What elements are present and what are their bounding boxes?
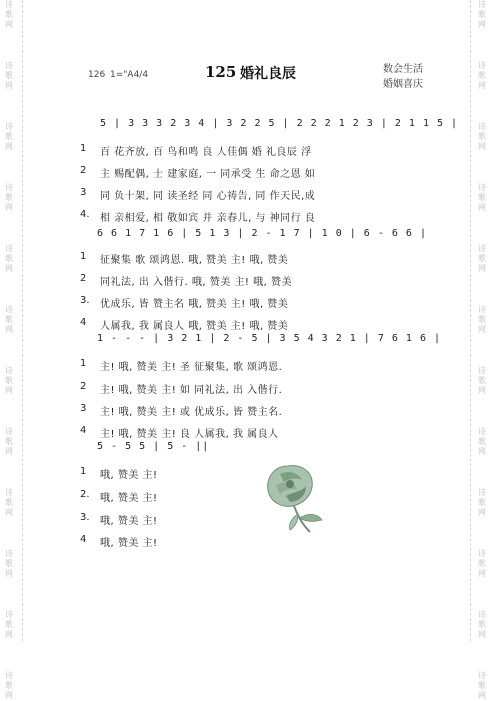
left-edge-line <box>22 0 23 641</box>
watermark-group <box>475 488 489 518</box>
watermark-group <box>475 366 489 396</box>
watermark-char: 歌 <box>5 71 13 80</box>
lyric-text: 同礼法, 出 入偕行. 哦, 赞美 主! 哦, 赞美 <box>100 277 292 288</box>
watermark-group <box>475 244 489 274</box>
verse-number: 2. <box>80 489 90 500</box>
verse-number: 3. <box>80 512 90 523</box>
watermark-group <box>2 610 16 640</box>
watermark-char: 网 <box>5 630 13 639</box>
verse-number: 3. <box>80 295 90 306</box>
watermark-char: 诗 <box>478 122 486 131</box>
watermark-char: 网 <box>478 691 486 700</box>
watermark-char: 诗 <box>5 610 13 619</box>
watermark-char: 诗 <box>478 549 486 558</box>
watermark-group <box>2 122 16 152</box>
watermark-char: 诗 <box>5 183 13 192</box>
watermark-char: 网 <box>478 20 486 29</box>
watermark-group <box>475 610 489 640</box>
watermark-group <box>2 244 16 274</box>
watermark-char: 网 <box>478 569 486 578</box>
lyric-text: 主! 哦, 赞美 主! 良 人属我, 我 属良人 <box>100 429 279 440</box>
watermark-group <box>475 305 489 335</box>
lyric-text: 百 花齐放, 百 鸟和鸣 良 人佳偶 婚 礼良辰 浮 <box>100 147 312 158</box>
verse-number: 4 <box>80 534 87 545</box>
watermark-char: 歌 <box>478 10 486 19</box>
watermark-char: 歌 <box>478 498 486 507</box>
watermark-char: 网 <box>5 20 13 29</box>
watermark-char: 歌 <box>5 620 13 629</box>
watermark-char: 网 <box>5 264 13 273</box>
verse-number: 1 <box>80 143 87 154</box>
credit-line-2: 婚姻喜庆 <box>383 79 423 90</box>
watermark-group <box>475 122 489 152</box>
verse-number: 1 <box>80 251 87 262</box>
lyric-text: 主 赐配偶, 士 建家庭, 一 同承受 生 命之恩 如 <box>100 169 316 180</box>
watermark-char: 网 <box>478 386 486 395</box>
watermark-group <box>475 183 489 213</box>
watermark-group <box>2 61 16 91</box>
watermark-char: 诗 <box>478 244 486 253</box>
lyric-text: 主! 哦, 赞美 主! 如 同礼法, 出 入偕行. <box>100 385 283 396</box>
watermark-char: 网 <box>478 142 486 151</box>
verse-number: 2 <box>80 165 87 176</box>
watermark-char: 诗 <box>478 61 486 70</box>
watermark-char: 歌 <box>478 681 486 690</box>
verse-number: 4. <box>80 209 90 220</box>
watermark-group <box>475 549 489 579</box>
watermark-char: 诗 <box>5 549 13 558</box>
lyric-text: 主! 哦, 赞美 主! 或 优成乐, 皆 赞主名. <box>100 407 283 418</box>
watermark-char: 网 <box>5 386 13 395</box>
watermark-group <box>2 427 16 457</box>
watermark-char: 歌 <box>5 193 13 202</box>
watermark-char: 歌 <box>478 559 486 568</box>
watermark-char: 网 <box>5 691 13 700</box>
watermark-char: 诗 <box>478 183 486 192</box>
watermark-group <box>2 488 16 518</box>
verse-number: 4 <box>80 425 87 436</box>
watermark-char: 网 <box>5 325 13 334</box>
watermark-group <box>2 366 16 396</box>
watermark-char: 诗 <box>5 122 13 131</box>
watermark-char: 歌 <box>5 498 13 507</box>
watermark-char: 歌 <box>5 315 13 324</box>
watermark-char: 歌 <box>5 10 13 19</box>
lyric-text: 哦, 赞美 主! <box>100 470 158 481</box>
watermark-char: 网 <box>478 81 486 90</box>
watermark-group <box>2 183 16 213</box>
hymn-number: 125 <box>205 63 237 81</box>
watermark-char: 网 <box>5 569 13 578</box>
watermark-char: 歌 <box>5 437 13 446</box>
watermark-char: 诗 <box>478 610 486 619</box>
right-watermark <box>475 0 489 700</box>
watermark-char: 歌 <box>478 437 486 446</box>
watermark-char: 网 <box>5 142 13 151</box>
watermark-char: 歌 <box>478 71 486 80</box>
lyric-text: 人属我, 我 属良人 哦, 赞美 主! 哦, 赞美 <box>100 321 289 332</box>
watermark-char: 歌 <box>5 681 13 690</box>
watermark-char: 诗 <box>478 305 486 314</box>
verse-number: 1 <box>80 358 87 369</box>
watermark-group <box>475 0 489 30</box>
watermark-char: 网 <box>478 203 486 212</box>
lyric-text: 征聚集 歌 颂鸿恩. 哦, 赞美 主! 哦, 赞美 <box>100 255 289 266</box>
lyric-text: 哦, 赞美 主! <box>100 538 158 549</box>
watermark-char: 网 <box>5 508 13 517</box>
verse-number: 3 <box>80 403 87 414</box>
watermark-group <box>2 0 16 30</box>
watermark-group <box>475 427 489 457</box>
lyric-text: 同 负十架, 同 读圣经 同 心祷告, 同 作天民,成 <box>100 191 316 202</box>
rose-flower-icon <box>258 460 330 535</box>
watermark-char: 网 <box>478 630 486 639</box>
watermark-char: 网 <box>5 447 13 456</box>
lyric-text: 相 亲相爱, 相 敬如宾 并 亲春儿, 与 神同行 良 <box>100 213 316 224</box>
watermark-char: 诗 <box>5 427 13 436</box>
watermark-char: 诗 <box>5 244 13 253</box>
watermark-char: 诗 <box>478 427 486 436</box>
watermark-char: 网 <box>478 325 486 334</box>
left-watermark <box>2 0 16 700</box>
watermark-char: 诗 <box>5 305 13 314</box>
watermark-char: 歌 <box>5 559 13 568</box>
watermark-char: 诗 <box>5 366 13 375</box>
watermark-char: 网 <box>478 447 486 456</box>
watermark-char: 诗 <box>478 671 486 680</box>
watermark-char: 网 <box>5 203 13 212</box>
watermark-char: 网 <box>5 81 13 90</box>
watermark-group <box>475 61 489 91</box>
watermark-group <box>2 549 16 579</box>
verse-number: 2 <box>80 273 87 284</box>
key-signature: 1="A4/4 <box>110 70 149 80</box>
lyric-text: 哦, 赞美 主! <box>100 516 158 527</box>
verse-number: 3 <box>80 187 87 198</box>
watermark-group <box>2 305 16 335</box>
watermark-char: 歌 <box>478 254 486 263</box>
verse-number: 4 <box>80 317 87 328</box>
lyric-text: 优成乐, 皆 赞主名 哦, 赞美 主! 哦, 赞美 <box>100 299 289 310</box>
watermark-char: 歌 <box>5 132 13 141</box>
verse-number: 1 <box>80 466 87 477</box>
right-edge-line <box>470 0 471 641</box>
watermark-char: 歌 <box>5 254 13 263</box>
watermark-group <box>475 671 489 701</box>
hymn-title: 婚礼良辰 <box>240 66 296 82</box>
lyric-text: 主! 哦, 赞美 主! 圣 征聚集, 歌 颂鸿恩. <box>100 362 283 373</box>
notation-line-1: 5 | 3 3 3 2 3 4 | 3 2 2 5 | 2 2 2 1 2 3 | 2 1 1 5 | <box>100 118 459 129</box>
notation-line-2: 6 6 1 7 1 6 | 5 1 3 | 2 - 1 7 | 1 0 | 6 - 6 6 | <box>97 228 427 239</box>
watermark-char: 诗 <box>5 488 13 497</box>
page-number: 126 <box>88 70 106 80</box>
watermark-char: 歌 <box>5 376 13 385</box>
watermark-char: 歌 <box>478 193 486 202</box>
watermark-char: 诗 <box>478 488 486 497</box>
watermark-char: 网 <box>478 508 486 517</box>
watermark-char: 歌 <box>478 132 486 141</box>
watermark-char: 歌 <box>478 376 486 385</box>
notation-line-3: 1 - - - | 3 2 1 | 2 - 5 | 3 5 4 3 2 1 | 7 6 1 6 | <box>97 333 442 344</box>
watermark-char: 歌 <box>478 620 486 629</box>
lyric-text: 哦, 赞美 主! <box>100 493 158 504</box>
notation-line-4: 5 - 5 5 | 5 - || <box>97 441 210 452</box>
watermark-group <box>2 671 16 701</box>
watermark-char: 诗 <box>5 671 13 680</box>
credit-line-1: 数会生活 <box>383 64 423 75</box>
verse-number: 2 <box>80 381 87 392</box>
watermark-char: 诗 <box>5 0 13 9</box>
watermark-char: 网 <box>478 264 486 273</box>
watermark-char: 歌 <box>478 315 486 324</box>
watermark-char: 诗 <box>478 0 486 9</box>
watermark-char: 诗 <box>5 61 13 70</box>
watermark-char: 诗 <box>478 366 486 375</box>
